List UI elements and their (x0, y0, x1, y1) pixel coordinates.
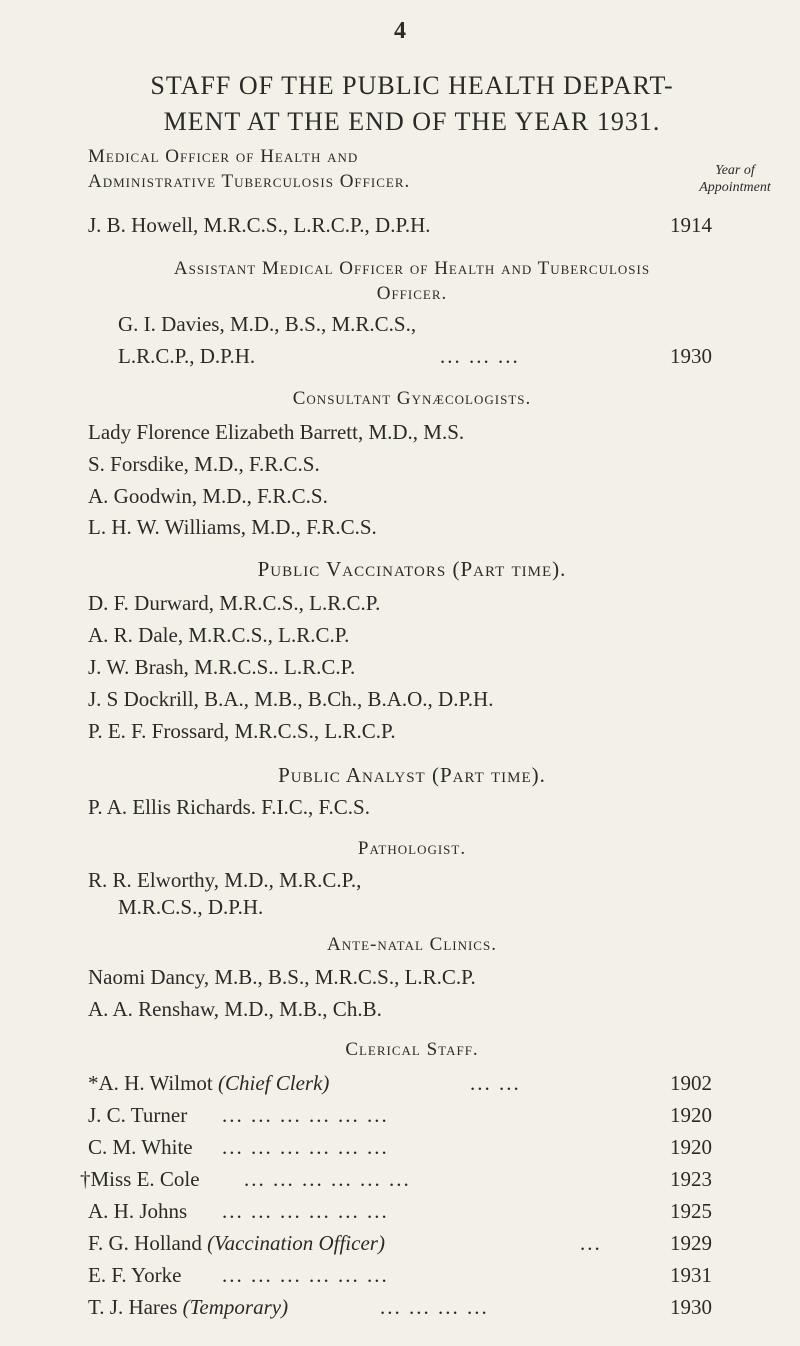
vacc-heading: Public Vaccinators (Part time). (257, 557, 567, 581)
gyn-entry: L. H. W. Williams, M.D., F.R.C.S. (88, 515, 377, 539)
analyst-entry: P. A. Ellis Richards. F.I.C., F.C.S. (88, 795, 370, 819)
clerical-row (88, 1103, 187, 1128)
leader-dots: ... ... ... ... ... ... (222, 1263, 389, 1287)
clerical-row (88, 1231, 385, 1256)
gyn-heading: Consultant Gynæcologists. (292, 388, 532, 409)
ante-entry: A. A. Renshaw, M.D., M.B., Ch.B. (88, 997, 382, 1021)
clerical-row (80, 1167, 200, 1192)
clerical-row (88, 1071, 329, 1096)
clerical-row (88, 1263, 181, 1288)
clerical-name: T. J. Hares (88, 1295, 178, 1319)
path-entry-line-1: R. R. Elworthy, M.D., M.R.C.P., (88, 868, 362, 892)
title-line-2: MENT AT THE END OF THE YEAR 1931. (163, 107, 661, 136)
clerical-name: F. G. Holland (88, 1231, 202, 1255)
page-title (72, 68, 752, 140)
vacc-entry: A. R. Dale, M.R.C.S., L.R.C.P. (88, 623, 350, 647)
gyn-entry: Lady Florence Elizabeth Barrett, M.D., M.S. (88, 420, 465, 444)
clerical-role: (Vaccination Officer) (207, 1231, 385, 1255)
amoh-leader-dots: ... ... ... (440, 344, 520, 368)
year-of-appointment-header (680, 162, 790, 196)
clerical-name: E. F. Yorke (88, 1263, 182, 1287)
leader-dots: ... ... ... ... ... ... (222, 1135, 389, 1159)
path-entry-line-2: M.R.C.S., D.P.H. (118, 895, 264, 919)
vacc-entry: J. W. Brash, M.R.C.S.. L.R.C.P. (88, 655, 356, 679)
clerical-row (88, 1199, 187, 1224)
clerical-year: 1930 (670, 1295, 712, 1319)
amoh-heading-line-2: Officer. (376, 283, 448, 304)
vacc-entry: P. E. F. Frossard, M.R.C.S., L.R.C.P. (88, 719, 396, 743)
clerical-year: 1920 (670, 1135, 712, 1159)
vacc-entry: D. F. Durward, M.R.C.S., L.R.C.P. (88, 591, 381, 615)
gyn-entry: S. Forsdike, M.D., F.R.C.S. (88, 452, 320, 476)
moh-heading-line-2: Administrative Tuberculosis Officer. (88, 171, 411, 192)
clerical-name: *A. H. Wilmot (88, 1071, 213, 1095)
path-heading: Pathologist. (357, 838, 467, 859)
moh-heading-line-1: Medical Officer of Health and (88, 146, 359, 167)
leader-dots: ... ... ... ... (380, 1295, 489, 1319)
amoh-year: 1930 (670, 344, 712, 368)
clerical-year: 1925 (670, 1199, 712, 1223)
clerical-name: A. H. Johns (88, 1199, 188, 1223)
amoh-entry-line-2: L.R.C.P., D.P.H. (118, 344, 256, 368)
clerical-heading: Clerical Staff. (345, 1039, 479, 1060)
title-line-1: STAFF OF THE PUBLIC HEALTH DEPART- (150, 71, 674, 100)
amoh-heading-line-1: Assistant Medical Officer of Health and Tuberculosis (173, 258, 651, 279)
year-header-line-2: Appointment (699, 180, 771, 195)
leader-dots: ... ... ... ... ... ... (244, 1167, 411, 1191)
year-header-line-1: Year of (715, 163, 755, 178)
clerical-row (88, 1295, 288, 1320)
leader-dots: ... ... (470, 1071, 521, 1095)
page-number: 4 (394, 18, 406, 44)
clerical-role: (Temporary) (182, 1295, 289, 1319)
clerical-name: J. C. Turner (88, 1103, 188, 1127)
leader-dots: ... (580, 1231, 602, 1255)
ante-heading: Ante-natal Clinics. (327, 934, 497, 955)
gyn-entry: A. Goodwin, M.D., F.R.C.S. (88, 484, 328, 508)
leader-dots: ... ... ... ... ... ... (222, 1103, 389, 1127)
clerical-role: (Chief Clerk) (218, 1071, 330, 1095)
clerical-name: †Miss E. Cole (80, 1167, 200, 1191)
clerical-year: 1929 (670, 1231, 712, 1255)
moh-year: 1914 (670, 213, 712, 237)
analyst-heading: Public Analyst (Part time). (278, 763, 546, 787)
ante-entry: Naomi Dancy, M.B., B.S., M.R.C.S., L.R.C.P. (88, 965, 476, 989)
vacc-entry: J. S Dockrill, B.A., M.B., B.Ch., B.A.O., D.P.H. (88, 687, 494, 711)
moh-entry: J. B. Howell, M.R.C.S., L.R.C.P., D.P.H. (88, 213, 431, 237)
clerical-year: 1902 (670, 1071, 712, 1095)
leader-dots: ... ... ... ... ... ... (222, 1199, 389, 1223)
clerical-year: 1923 (670, 1167, 712, 1191)
clerical-row (88, 1135, 193, 1160)
amoh-entry-line-1: G. I. Davies, M.D., B.S., M.R.C.S., (118, 312, 417, 336)
clerical-year: 1920 (670, 1103, 712, 1127)
clerical-name: C. M. White (88, 1135, 193, 1159)
clerical-year: 1931 (670, 1263, 712, 1287)
